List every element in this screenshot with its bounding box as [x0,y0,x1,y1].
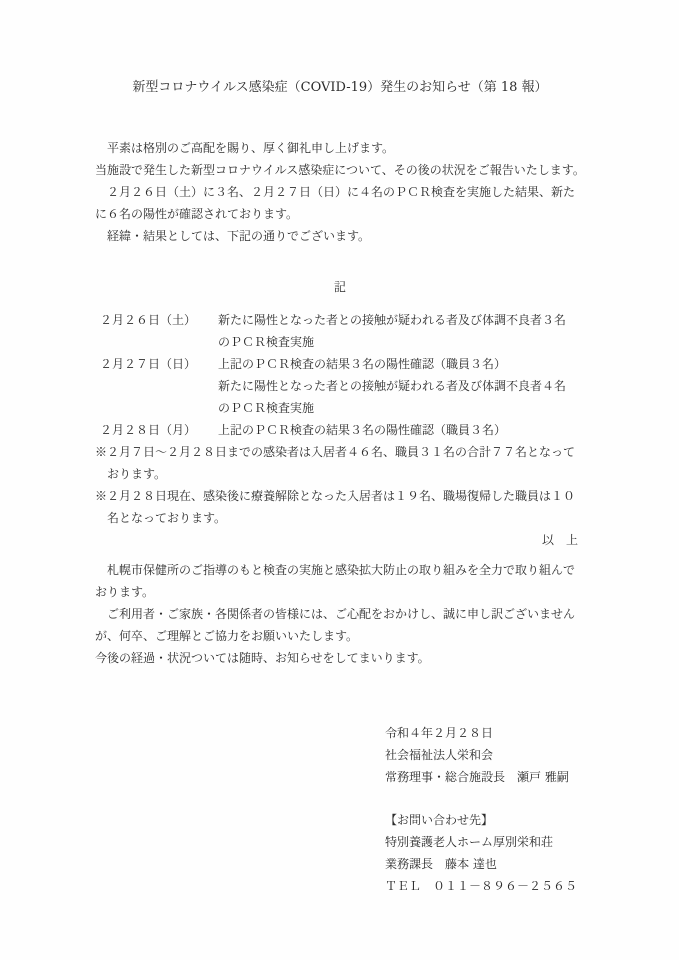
notes [95,441,585,529]
closing-line: おります。 [95,585,155,599]
closing-line: ご利用者・ご家族・各関係者の皆様には、ご心配をおかけし、誠に申し訳ございません [95,607,576,621]
intro-paragraph [95,137,585,247]
record-date: ２月２６日（土） [100,313,197,327]
record-date: ２月２７日（日） [100,357,197,371]
closing-line: 札幌市保健所のご指導のもと検査の実施と感染拡大防止の取り組みを全力で取り組んで [95,563,576,577]
note-line: ※２月７日～２月２８日までの感染者は入居者４６名、職員３１名の合計７７名となって [95,445,576,459]
contact-facility: 特別養護老人ホーム厚別栄和荘 [385,835,554,849]
closing-paragraphs [95,559,585,669]
page-title: 新型コロナウイルス感染症（COVID-19）発生のお知らせ（第 18 報） [132,80,548,95]
signature-block [385,722,585,788]
signature-date: 令和４年２月２８日 [385,726,494,740]
intro-line: ２月２６日（土）に３名、２月２７日（日）に４名のＰＣＲ検査を実施した結果、新た [95,185,576,199]
record-heading: 記 [333,280,346,294]
closing-line: 今後の経過・状況ついては随時、お知らせをしてまいります。 [95,651,430,665]
signature-representative: 常務理事・総合施設長 瀬戸 雅嗣 [385,770,569,784]
signature-organization: 社会福祉法人栄和会 [385,748,494,762]
intro-line: に６名の陽性が確認されております。 [95,207,299,221]
note-line: おります。 [95,467,167,481]
record-line: のＰＣＲ検査実施 [218,335,315,349]
intro-line: 平素は格別のご高配を賜り、厚く御礼申し上げます。 [95,141,395,155]
record-row [95,353,585,419]
record-description [218,309,585,353]
record-description [218,353,585,419]
record-line: のＰＣＲ検査実施 [218,401,315,415]
record-line: 新たに陽性となった者との接触が疑われる者及び体調不良者４名 [218,379,567,393]
record-line: 新たに陽性となった者との接触が疑われる者及び体調不良者３名 [218,313,567,327]
record-date: ２月２８日（月） [100,423,197,437]
intro-line: 当施設で発生した新型コロナウイルス感染症について、その後の状況をご報告いたします。 [95,163,585,177]
record-row [95,309,585,353]
contact-heading: 【お問い合わせ先】 [385,813,494,827]
note-line: ※２月２８日現在、感染後に療養解除となった入居者は１９名、職場復帰した職員は１０ [95,489,576,503]
closing-mark: 以 上 [541,533,578,547]
closing-line: が、何卒、ご理解とご協力をお願いいたします。 [95,629,359,643]
record-row [95,419,585,441]
note-line: 名となっております。 [95,511,227,525]
contact-person: 業務課長 藤本 達也 [385,857,497,871]
contact-tel: ＴＥＬ ０１１－８９６－２５６５ [385,879,578,893]
intro-line: 経緯・結果としては、下記の通りでございます。 [95,229,371,243]
record-line: 上記のＰＣＲ検査の結果３名の陽性確認（職員３名） [218,357,507,371]
record-description [218,419,585,441]
record-list [95,309,585,441]
contact-block [385,809,585,897]
record-line: 上記のＰＣＲ検査の結果３名の陽性確認（職員３名） [218,423,507,437]
